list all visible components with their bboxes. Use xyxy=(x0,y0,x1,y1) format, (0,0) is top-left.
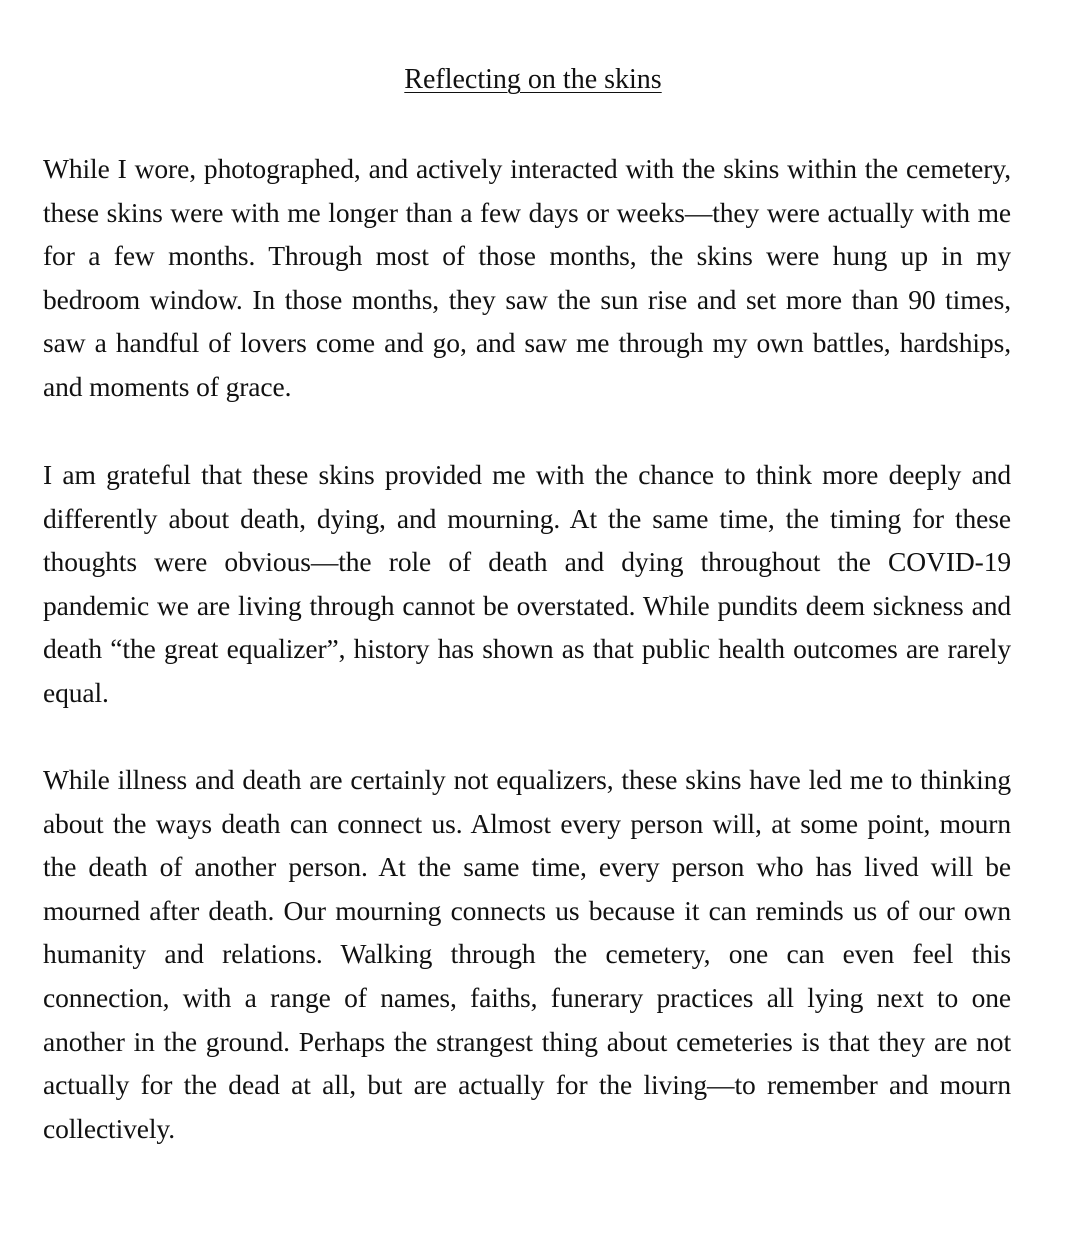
document-title: Reflecting on the skins xyxy=(404,64,662,95)
paragraph-1: While I wore, photographed, and actively interacted with the skins within the cemetery, these skins were with me longer than a few days or weeks—they were actually with me for a few months. Through most of those months, the skins were hung up in my bedroom window. In those months, they saw the sun rise and set more than 90 times, saw a handful of lovers come and go, and saw me through my own battles, hardships, and moments of grace. xyxy=(43,153,1011,402)
paragraph-3: While illness and death are certainly not equalizers, these skins have led me to thinking about the ways death can connect us. Almost every person will, at some point, mourn the death of another person. At the same time, every person who has lived will be mourned after death. Our mourning connects us because it can reminds us of our own humanity and relations. Walking through the cemetery, one can even feel this connection, with a range of names, faiths, funerary practices all lying next to one another in the ground. Perhaps the strangest thing about cemeteries is that they are not actually for the dead at all, but are actually for the living—to remember and mourn collectively. xyxy=(43,764,1011,1144)
paragraph-2: I am grateful that these skins provided me with the chance to think more deeply and differently about death, dying, and mourning. At the same time, the timing for these thoughts were obvious—the role of death and dying throughout the COVID-19 pandemic we are living through cannot be overstated. While pundits deem sickness and death “the great equalizer”, history has shown as that public health outcomes are rarely equal. xyxy=(43,459,1011,708)
